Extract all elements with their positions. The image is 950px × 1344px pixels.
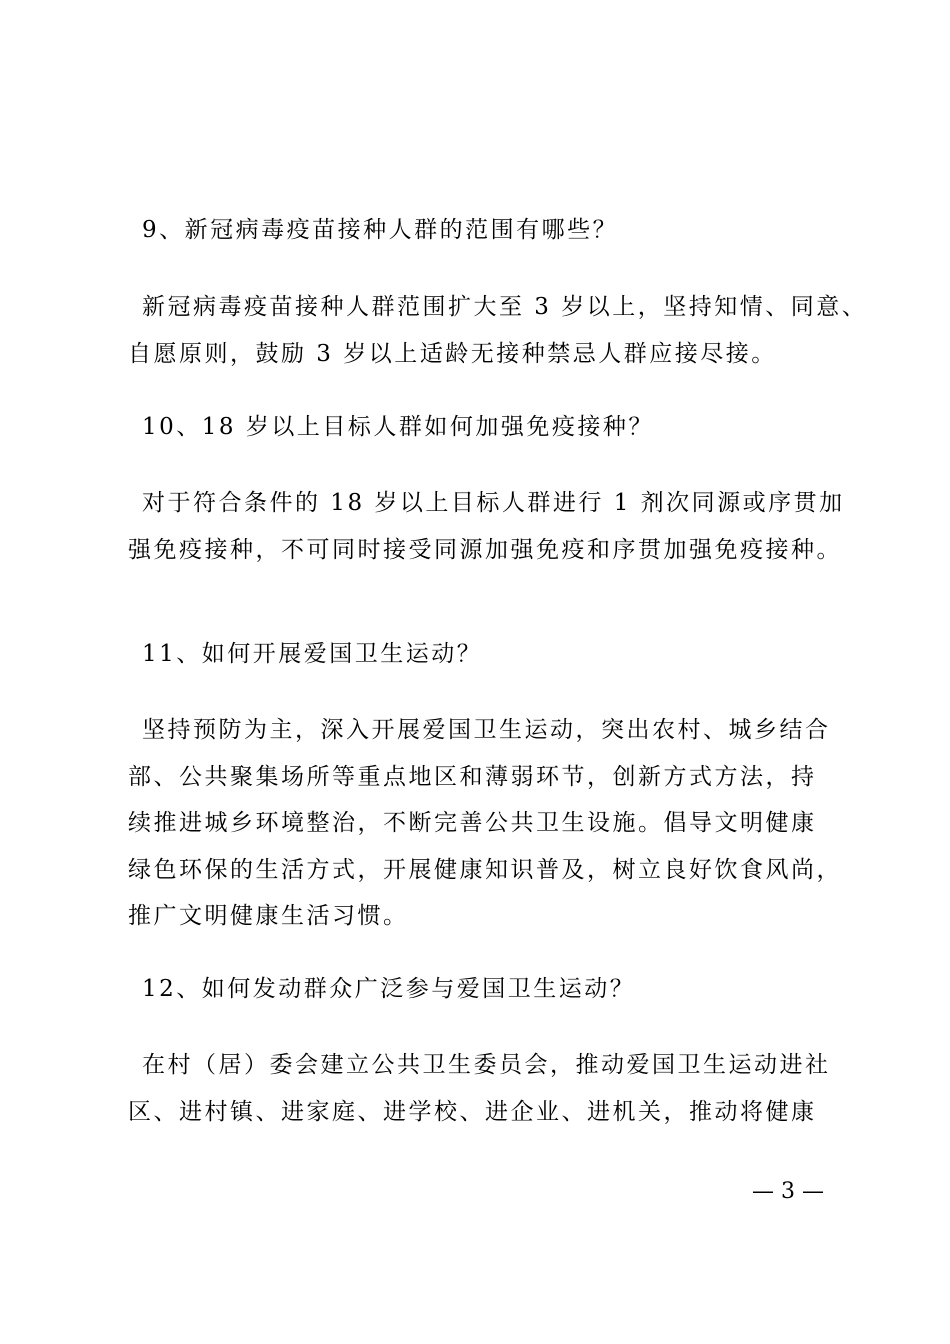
question-10: 10、18 岁以上目标人群如何加强免疫接种？ bbox=[142, 414, 654, 440]
answer-10-line-1: 对于符合条件的 18 岁以上目标人群进行 1 剂次同源或序贯加 bbox=[142, 490, 845, 516]
question-9: 9、新冠病毒疫苗接种人群的范围有哪些？ bbox=[142, 217, 619, 243]
answer-11-line-5: 推广文明健康生活习惯。 bbox=[128, 903, 409, 929]
page-number: — 3 — bbox=[752, 1179, 824, 1204]
question-11: 11、如何开展爱国卫生运动？ bbox=[142, 641, 483, 667]
answer-11-line-3: 续推进城乡环境整治，不断完善公共卫生设施。倡导文明健康 bbox=[128, 810, 817, 836]
answer-11-line-1: 坚持预防为主，深入开展爱国卫生运动，突出农村、城乡结合 bbox=[142, 717, 831, 743]
answer-11-line-4: 绿色环保的生活方式，开展健康知识普及，树立良好饮食风尚， bbox=[128, 857, 842, 883]
answer-9-line-2: 自愿原则，鼓励 3 岁以上适龄无接种禁忌人群应接尽接。 bbox=[128, 341, 777, 367]
answer-10-line-2: 强免疫接种，不可同时接受同源加强免疫和序贯加强免疫接种。 bbox=[128, 537, 842, 563]
question-12: 12、如何发动群众广泛参与爱国卫生运动？ bbox=[142, 976, 636, 1002]
answer-12-line-1: 在村（居）委会建立公共卫生委员会，推动爱国卫生运动进社 bbox=[142, 1052, 831, 1078]
answer-12-line-2: 区、进村镇、进家庭、进学校、进企业、进机关，推动将健康 bbox=[128, 1099, 817, 1125]
answer-11-line-2: 部、公共聚集场所等重点地区和薄弱环节，创新方式方法，持 bbox=[128, 764, 817, 790]
answer-9-line-1: 新冠病毒疫苗接种人群范围扩大至 3 岁以上，坚持知情、同意、 bbox=[142, 294, 868, 320]
